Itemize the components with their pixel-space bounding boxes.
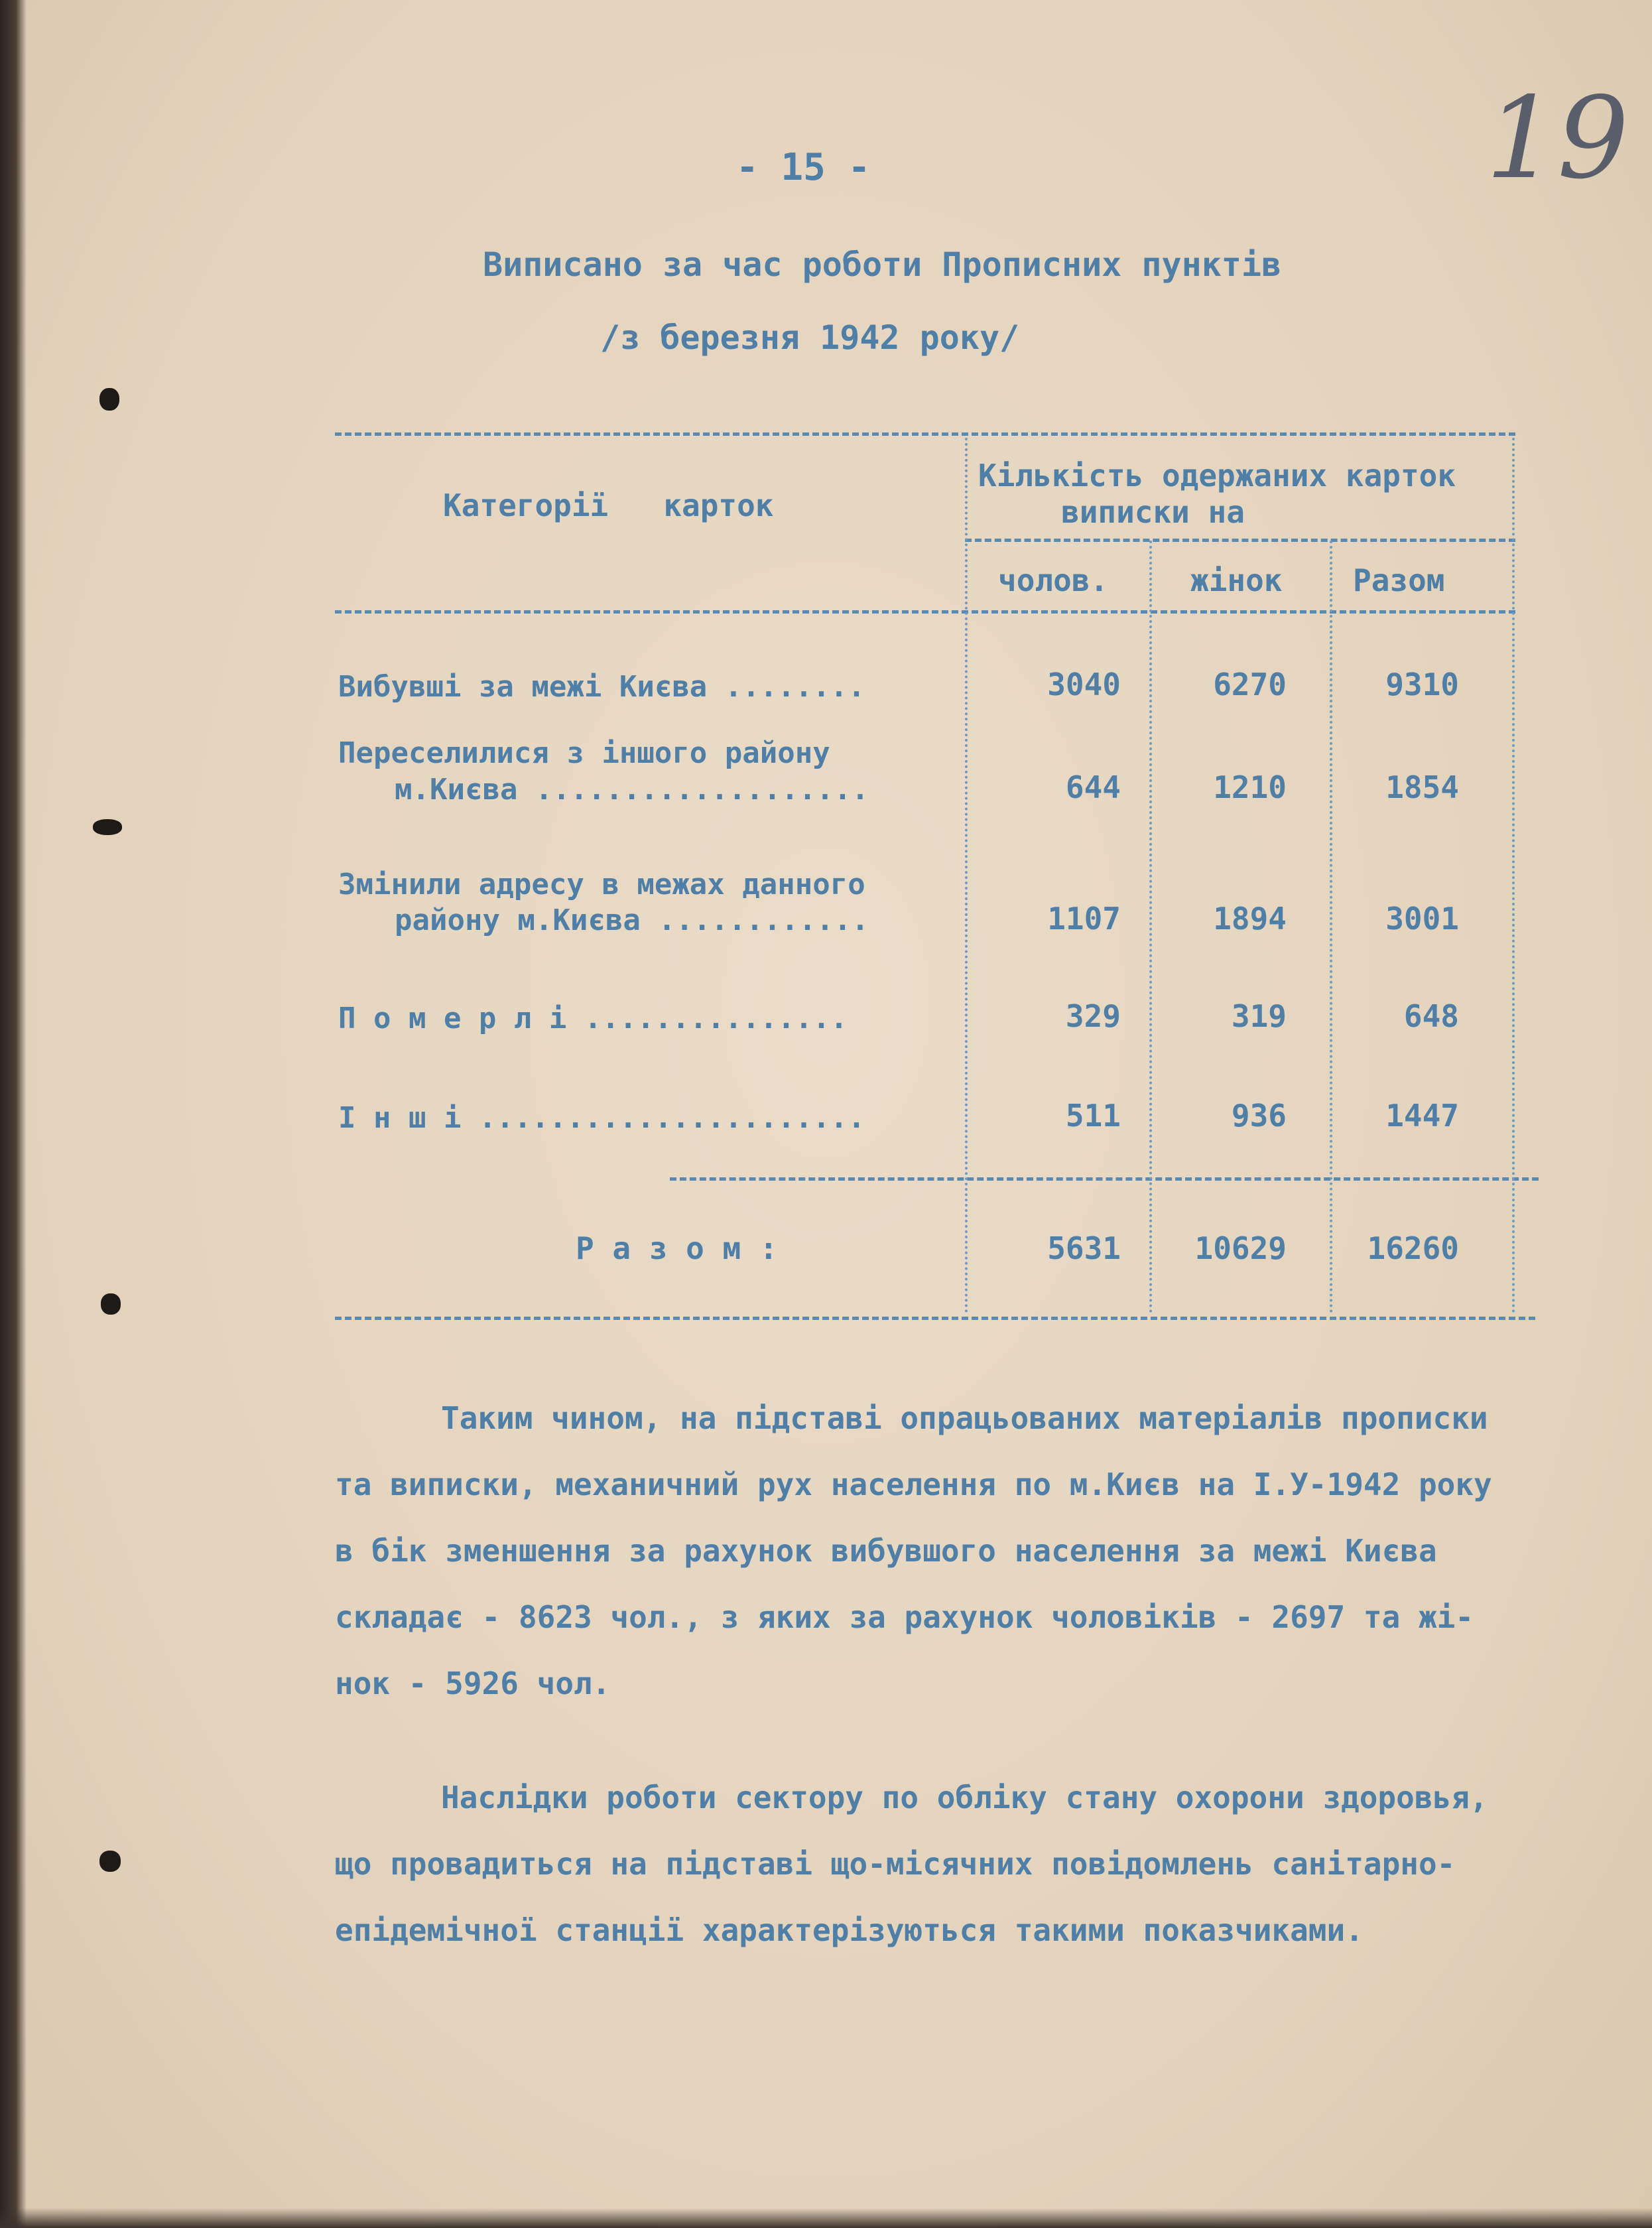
binding-hole [99, 388, 119, 411]
folio-number: 19 [1486, 73, 1629, 204]
row-label-cont: району м.Києва ............ [395, 903, 869, 937]
paragraph-line: в бік зменшення за рахунок вибувшого населення за межі Києва [335, 1533, 1437, 1569]
column-divider [965, 438, 968, 1313]
table-bottom-rule [335, 1317, 1535, 1320]
paragraph-line: Наслідки роботи сектору по обліку стану охорони здоровья, [441, 1780, 1488, 1815]
cell-men: 1107 [1047, 901, 1121, 937]
cell-women: 6270 [1213, 667, 1287, 702]
cell-total: 3001 [1385, 901, 1459, 937]
row-label: П о м е р л і ............... [338, 1002, 848, 1035]
cell-women: 319 [1231, 998, 1287, 1034]
header-total: Разом [1353, 562, 1445, 598]
header-category: Категорії карток [443, 488, 774, 523]
table-title: Виписано за час роботи Прописних пунктів [483, 245, 1282, 284]
paragraph-line: що провадиться на підставі що-місячних повідомлень санітарно- [335, 1846, 1456, 1882]
cell-men: 644 [1065, 769, 1121, 805]
cell-total: 9310 [1385, 667, 1459, 702]
cell-men: 329 [1065, 998, 1121, 1034]
row-label: Вибувші за межі Києва ........ [338, 670, 865, 704]
table-top-rule [335, 432, 1515, 436]
row-label-cont: м.Києва ................... [395, 773, 869, 807]
total-total: 16260 [1367, 1230, 1459, 1266]
paragraph-line: епідемічної станції характерізуються такими показчиками. [335, 1912, 1364, 1948]
table-subtitle: /з березня 1942 року/ [600, 318, 1020, 357]
paragraph-line: нок - 5926 чол. [335, 1666, 611, 1701]
cell-total: 1447 [1385, 1098, 1459, 1134]
total-top-rule [670, 1177, 1539, 1181]
cell-men: 3040 [1047, 667, 1121, 702]
cell-men: 511 [1065, 1098, 1121, 1134]
paragraph-line: та виписки, механичний рух населення по м.Києв на І.У-1942 року [335, 1467, 1492, 1502]
column-divider [1149, 541, 1152, 1313]
cell-women: 1210 [1213, 769, 1287, 805]
total-women: 10629 [1194, 1230, 1287, 1266]
header-bottom-rule [335, 610, 1515, 614]
binding-hole [101, 1293, 121, 1315]
total-men: 5631 [1047, 1230, 1121, 1266]
row-label: І н ш і ...................... [338, 1101, 865, 1135]
scan-bottom-edge [0, 2208, 1652, 2228]
header-sub-rule [965, 539, 1515, 542]
total-label: Р а з о м : [576, 1230, 778, 1266]
cell-women: 1894 [1213, 901, 1287, 937]
cell-total: 648 [1403, 998, 1459, 1034]
cell-total: 1854 [1385, 769, 1459, 805]
header-men: чолов. [998, 562, 1109, 598]
row-label: Змінили адресу в межах данного [338, 868, 865, 901]
paragraph-line: складає - 8623 чол., з яких за рахунок чоловіків - 2697 та жі- [335, 1599, 1474, 1635]
paragraph-line: Таким чином, на підставі опрацьованих матеріалів прописки [441, 1400, 1488, 1436]
header-group-line1: Кількість одержаних карток [978, 458, 1456, 493]
cell-women: 936 [1231, 1098, 1287, 1134]
page-number: - 15 - [736, 146, 871, 189]
row-label: Переселилися з іншого району [338, 736, 830, 770]
header-women: жінок [1190, 562, 1283, 598]
binding-hole [99, 1851, 121, 1872]
binding-hole [93, 819, 122, 835]
column-divider [1512, 438, 1515, 1313]
header-group-line2: виписки на [1061, 494, 1245, 530]
scan-left-edge [0, 0, 27, 2228]
